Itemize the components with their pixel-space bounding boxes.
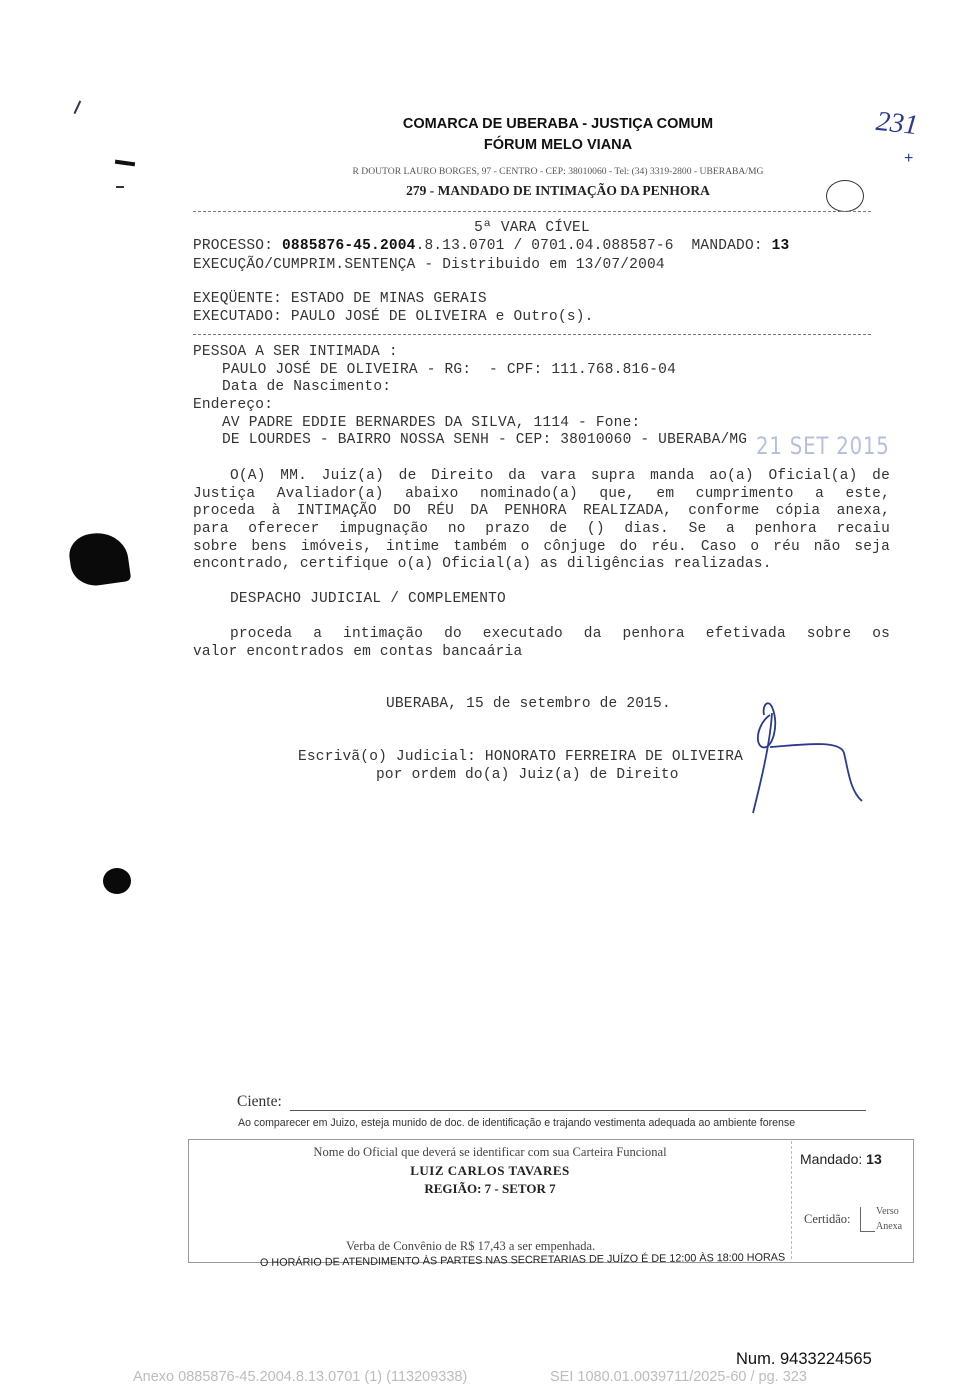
officer-region: REGIÃO: 7 - SETOR 7 [424, 1181, 556, 1196]
body-line: para oferecer impugnação no prazo de () dias. Se a penhora recaiu [193, 521, 890, 537]
mandado-label: MANDADO: [691, 238, 763, 254]
address-line-2: DE LOURDES - BAIRRO NOSSA SENH - CEP: 38010060 - UBERABA/MG [222, 432, 748, 448]
clerk-name: Escrivã(o) Judicial: HONORATO FERREIRA DE OLIVEIRA [298, 749, 744, 765]
officer-label: Nome do Oficial que deverá se identificar com sua Carteira Funcional [313, 1145, 667, 1159]
birth-date-label: Data de Nascimento: [222, 379, 392, 395]
despacho-line-2: valor encontrados em contas bancaária [193, 644, 523, 660]
classe-line: EXECUÇÃO/CUMPRIM.SENTENÇA - Distribuido em 13/07/2004 [193, 257, 665, 273]
executado: EXECUTADO: PAULO JOSÉ DE OLIVEIRA e Outro(s). [193, 309, 594, 325]
scan-mark [74, 101, 89, 118]
processo-number-rest: .8.13.0701 / 0701.04.088587-6 [415, 238, 674, 254]
person-name-line: PAULO JOSÉ DE OLIVEIRA - RG: - CPF: 111.768.816-04 [222, 362, 676, 378]
document-title: 279 - MANDADO DE INTIMAÇÃO DA PENHORA [406, 183, 710, 198]
address-label: Endereço: [193, 397, 274, 413]
despacho-line-1: proceda a intimação do executado da penhora efetivada sobre os [230, 626, 890, 642]
body-line: sobre bens imóveis, intime também o cônjuge do réu. Caso o réu não seja [193, 539, 890, 555]
court-name: COMARCA DE UBERABA - JUSTIÇA COMUM [402, 116, 714, 132]
anexo-reference: Anexo 0885876-45.2004.8.13.0701 (1) (113209338) [133, 1369, 468, 1385]
body-line: proceda à INTIMAÇÃO DO RÉU DA PENHORA REALIZADA, conforme cópia anexa, [193, 503, 890, 519]
sei-reference: SEI 1080.01.0039711/2025-60 / pg. 323 [550, 1369, 807, 1385]
handwritten-mark: + [904, 150, 914, 167]
mandado-box [800, 1151, 882, 1167]
place-date: UBERABA, 15 de setembro de 2015. [386, 696, 671, 712]
handwritten-page-number: 231 [874, 105, 920, 142]
handwritten-initial [826, 180, 864, 212]
ciente-label: Ciente: [237, 1093, 282, 1110]
person-label: PESSOA A SER INTIMADA : [193, 344, 398, 360]
order-line: por ordem do(a) Juiz(a) de Direito [376, 767, 679, 783]
officer-name: LUIZ CARLOS TAVARES [410, 1163, 570, 1178]
officer-box-divider [791, 1141, 792, 1259]
ciente-signature-line [290, 1110, 866, 1111]
processo-label: PROCESSO: [193, 238, 274, 254]
mandado-box-number: 13 [866, 1151, 882, 1167]
mandado-number: 13 [771, 238, 790, 254]
signature [740, 695, 870, 815]
forum-name: FÓRUM MELO VIANA [483, 137, 633, 153]
punch-hole [103, 868, 131, 894]
body-line: Justiça Avaliador(a) abaixo nominado(a) que, em cumprimento a este, [193, 486, 890, 502]
despacho-label: DESPACHO JUDICIAL / COMPLEMENTO [230, 591, 506, 607]
exequente: EXEQÜENTE: ESTADO DE MINAS GERAIS [193, 291, 487, 307]
court-address: R DOUTOR LAURO BORGES, 97 - CENTRO - CEP: 38010060 - Tel: (34) 3319-2800 - UBERABA/MG [352, 166, 764, 177]
divider [193, 211, 871, 212]
scan-mark [115, 160, 135, 167]
verso-label: Verso [876, 1206, 899, 1217]
body-line: O(A) MM. Juiz(a) de Direito da vara supra manda ao(a) Oficial(a) de [230, 468, 890, 484]
anexa-label: Anexa [876, 1221, 903, 1232]
vara: 5ª VARA CÍVEL [474, 220, 590, 236]
scan-blot [67, 529, 132, 589]
attire-note: Ao comparecer em Juizo, esteja munido de doc. de identificação e trajando vestimenta adequada ao ambiente forense [238, 1117, 796, 1129]
address-line-1: AV PADRE EDDIE BERNARDES DA SILVA, 1114 - Fone: [222, 415, 641, 431]
mandado-box-label: Mandado: [800, 1151, 863, 1167]
office-hours: O HORÁRIO DE ATENDIMENTO ÀS PARTES NAS SECRETARIAS DE JUÍZO É DE 12:00 ÀS 18:00 HORAS [259, 1251, 786, 1269]
verso-anexa-checkbox[interactable] [860, 1207, 875, 1232]
processo-number: 0885876-45.2004 [282, 238, 416, 254]
body-last-line: encontrado, certifique o(a) Oficial(a) as diligências realizadas. [193, 556, 772, 572]
document-number: Num. 9433224565 [736, 1350, 872, 1368]
received-date-stamp: 21 SET 2015 [756, 432, 890, 460]
processo-line [193, 238, 789, 254]
verba-note: Verba de Convênio de R$ 17,43 a ser empenhada. [346, 1239, 596, 1253]
scan-mark [116, 186, 124, 188]
certidao-label: Certidão: [804, 1212, 851, 1226]
divider [193, 334, 871, 335]
